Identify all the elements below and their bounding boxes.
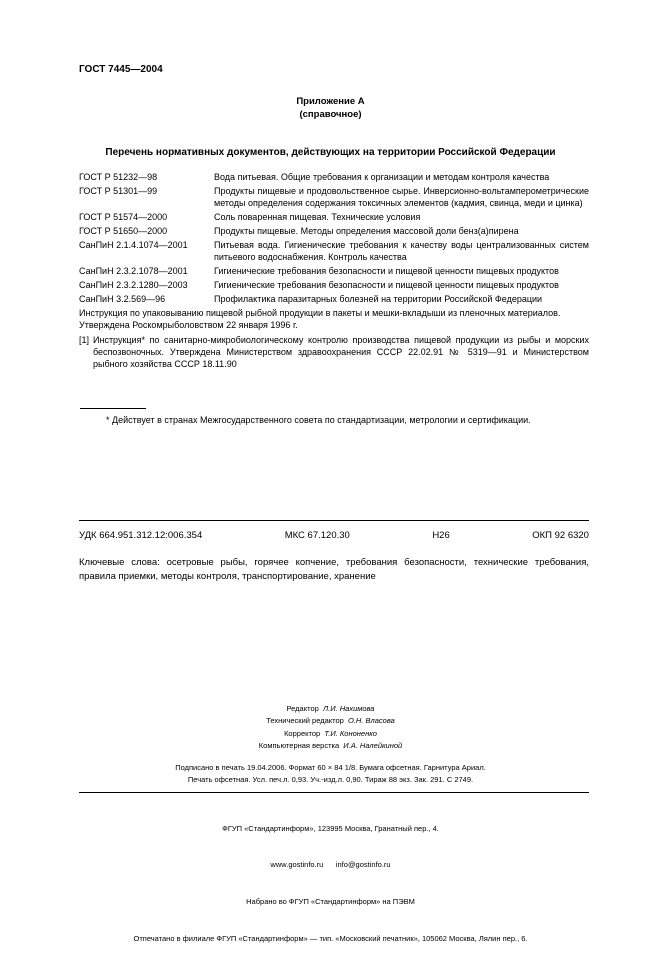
reference-item [79, 334, 589, 370]
document-code: ГОСТ Р 51301—99 [79, 186, 158, 196]
documents-list [79, 171, 589, 370]
document-description: Гигиенические требования безопасности и пищевой ценности пищевых продуктов [214, 266, 559, 276]
credit-name: И.А. Налейкиной [343, 740, 403, 750]
document-description: Продукты пищевые. Методы определения массовой доли бенз(а)пирена [214, 226, 519, 236]
credit-role: Компьютерная верстка [258, 740, 340, 750]
document-row [79, 185, 589, 209]
reference-text: Инструкция* по санитарно-микробиологическому контролю производства пищевой продукции из рыбы и морских беспозвоночных. Утверждена Министерством здравоохранения СССР 22.02.91 № 5319—91 и Министерством рыбного хозяйства СССР 18.11.90 [93, 335, 589, 369]
page-header: ГОСТ 7445—2004 [79, 64, 163, 75]
document-code: ГОСТ Р 51232—98 [79, 172, 158, 182]
document-row [79, 279, 589, 291]
document-row [79, 265, 589, 277]
udk: УДК 664.951.312.12:006.354 [79, 530, 203, 541]
credit-line [0, 715, 661, 727]
print-info [0, 762, 661, 787]
divider-bottom [79, 792, 589, 793]
credit-name: О.Н. Власова [348, 716, 395, 726]
okp: ОКП 92 6320 [532, 530, 589, 541]
document-row [79, 225, 589, 237]
credits [0, 703, 661, 752]
print-line-1: Подписано в печать 19.04.2006. Формат 60 × 84 1/8. Бумага офсетная. Гарнитура Ариал. [175, 763, 486, 772]
document-description: Соль поваренная пищевая. Технические условия [214, 212, 421, 222]
publisher-line-2: www.gostinfo.ru info@gostinfo.ru [270, 860, 391, 870]
credit-line [0, 703, 661, 715]
document-code: СанПиН 2.3.2.1280—2003 [79, 280, 188, 290]
footnote: * Действует в странах Межгосударственного совета по стандартизации, метрологии и сертификации. [106, 415, 531, 425]
document-row [79, 239, 589, 263]
reference-number: [1] [79, 335, 90, 345]
publisher-info [0, 798, 661, 970]
publisher-line-4: Отпечатано в филиале ФГУП «Стандартинформ» — тип. «Московский печатник», 105062 Москва, Лялин пер., 6. [133, 934, 528, 944]
document-description: Продукты пищевые и продовольственное сырье. Инверсионно-вольтамперометрические методы определения содержания токсичных элементов (кадмия, свинца, меди и цинка) [214, 186, 589, 208]
credit-role: Технический редактор [266, 716, 344, 726]
credit-name: Т.И. Кононенко [324, 728, 377, 738]
document-row [79, 211, 589, 223]
h-code: Н26 [432, 530, 450, 541]
credit-line [0, 740, 661, 752]
credit-name: Л.И. Нахимова [322, 704, 375, 713]
list-title: Перечень нормативных документов, действующих на территории Российской Федерации [105, 147, 556, 158]
credit-line [0, 728, 661, 740]
document-description: Гигиенические требования безопасности и пищевой ценности пищевых продуктов [214, 280, 559, 290]
credit-role: Корректор [284, 728, 321, 738]
mks: МКС 67.120.30 [284, 530, 350, 541]
print-line-2: Печать офсетная. Усл. печ.л. 0,93. Уч.-изд.л. 0,90. Тираж 88 экз. Зак. 291. С 2749. [187, 775, 474, 785]
footnote-rule [80, 408, 146, 409]
document-description: Вода питьевая. Общие требования к организации и методам контроля качества [214, 172, 550, 182]
appendix-subtitle: (справочное) [299, 109, 362, 120]
document-row [79, 293, 589, 305]
document-row [79, 171, 589, 183]
document-code: ГОСТ Р 51650—2000 [79, 226, 168, 236]
document-code: СанПиН 2.1.4.1074—2001 [79, 240, 188, 250]
document-code: СанПиН 2.3.2.1078—2001 [79, 266, 188, 276]
credit-role: Редактор [286, 704, 319, 713]
publisher-line-3: Набрано во ФГУП «Стандартинформ» на ПЭВМ [246, 897, 415, 907]
document-description: Профилактика паразитарных болезней на территории Российской Федерации [214, 294, 543, 304]
publisher-line-1: ФГУП «Стандартинформ», 123995 Москва, Гранатный пер., 4. [222, 823, 439, 833]
instruction-text: Инструкция по упаковыванию пищевой рыбной продукции в пакеты и мешки-вкладыши из пленочных материалов. Утверждена Роскомрыболовством 22 января 1996 г. [79, 308, 561, 330]
document-description: Питьевая вода. Гигиенические требования к качеству воды централизованных систем питьевого водоснабжения. Контроль качества [214, 240, 589, 262]
document-code: ГОСТ Р 51574—2000 [79, 212, 168, 222]
appendix-title: Приложение А [296, 96, 365, 107]
document-code: СанПиН 3.2.569—96 [79, 294, 166, 304]
divider [79, 520, 589, 521]
keywords: Ключевые слова: осетровые рыбы, горячее копчение, требования безопасности, технические требования, правила приемки, методы контроля, транспортирование, хранение [79, 557, 589, 582]
classification-row [79, 530, 589, 541]
